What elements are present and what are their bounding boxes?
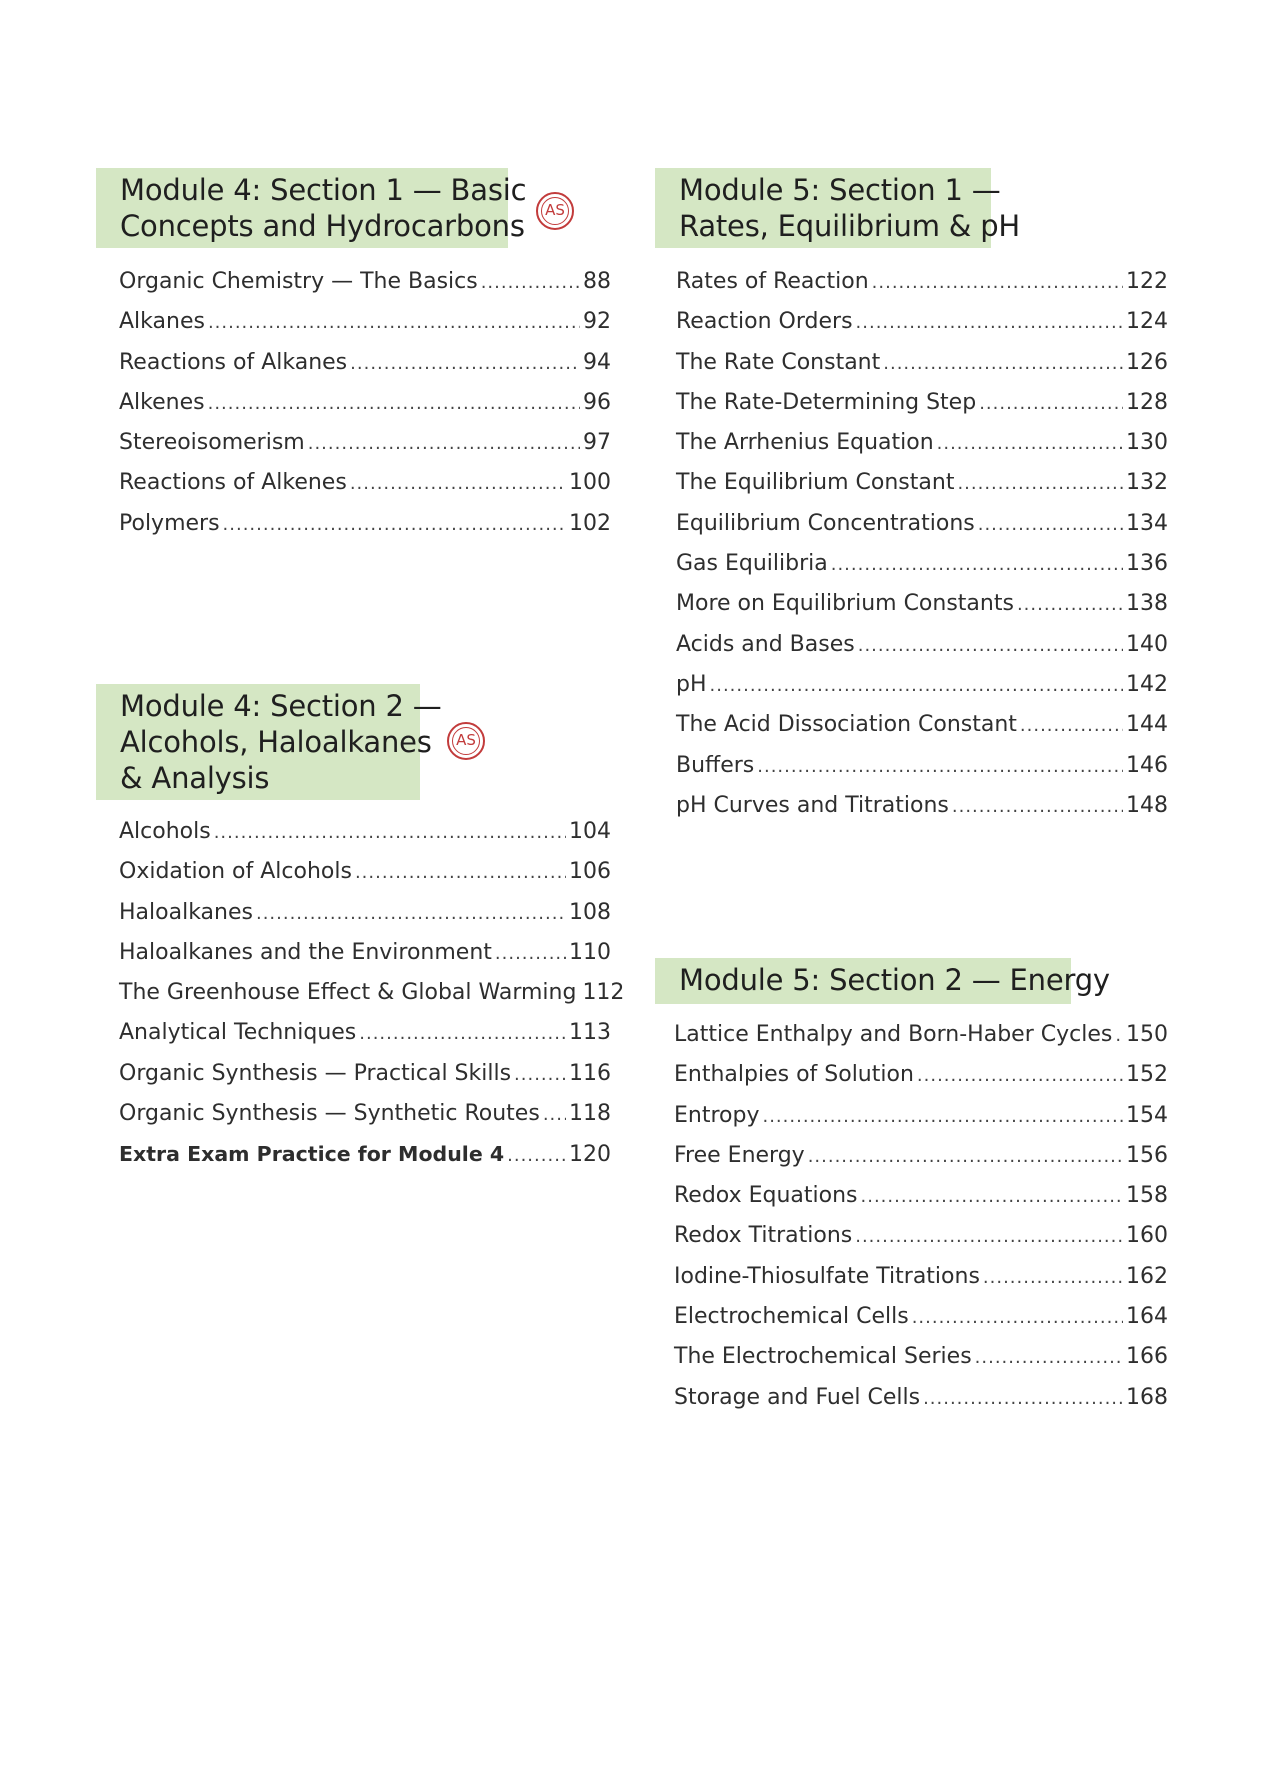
entry-page-number: 102 — [569, 510, 611, 536]
toc-list — [676, 262, 1168, 826]
entry-page-number: 142 — [1126, 671, 1168, 697]
entry-page-number: 168 — [1126, 1384, 1168, 1410]
entry-title: Redox Titrations — [674, 1223, 853, 1249]
entry-page-number: 97 — [583, 430, 611, 456]
dot-leader — [937, 424, 1123, 464]
entry-title: Haloalkanes — [119, 899, 253, 925]
entry-page-number: 136 — [1126, 551, 1168, 577]
dot-leader — [872, 263, 1123, 303]
entry-page-number: 154 — [1126, 1102, 1168, 1128]
entry-page-number: 113 — [569, 1020, 611, 1046]
entry-title: Alcohols — [119, 819, 211, 844]
entry-title: Lattice Enthalpy and Born-Haber Cycles — [674, 1022, 1113, 1047]
dot-leader — [308, 424, 580, 464]
entry-page-number: 138 — [1126, 591, 1168, 617]
entry-title: Buffers — [676, 752, 755, 778]
toc-entry[interactable] — [119, 1094, 611, 1134]
section-heading: Module 5: Section 2 — Energy — [655, 958, 1071, 1004]
toc-entry[interactable] — [119, 973, 625, 1013]
toc-entry[interactable] — [119, 383, 611, 423]
entry-page-number: 128 — [1126, 389, 1168, 415]
entry-page-number: 146 — [1126, 752, 1168, 778]
toc-entry[interactable] — [676, 302, 1168, 342]
entry-title: Iodine-Thiosulfate Titrations — [674, 1263, 980, 1289]
dot-leader — [957, 464, 1123, 504]
dot-leader — [923, 1379, 1123, 1419]
entry-title: Alkanes — [119, 309, 205, 335]
dot-leader — [917, 1056, 1123, 1096]
entry-page-number: 132 — [1126, 470, 1168, 496]
toc-entry[interactable] — [119, 852, 611, 892]
dot-leader — [952, 787, 1123, 827]
dot-leader — [256, 894, 566, 934]
entry-page-number: 162 — [1126, 1263, 1168, 1289]
toc-entry[interactable] — [674, 1015, 1168, 1055]
toc-entry[interactable] — [676, 584, 1168, 624]
toc-entry[interactable] — [119, 463, 611, 503]
entry-page-number: 150 — [1126, 1022, 1168, 1047]
toc-entry[interactable] — [676, 705, 1168, 745]
entry-page-number: 156 — [1126, 1142, 1168, 1168]
entry-title: Entropy — [674, 1102, 760, 1128]
entry-title: Polymers — [119, 510, 220, 536]
toc-entry[interactable] — [676, 746, 1168, 786]
entry-title: The Rate-Determining Step — [676, 389, 977, 415]
entry-title: Electrochemical Cells — [674, 1304, 909, 1330]
toc-entry[interactable] — [119, 812, 611, 852]
toc-entry[interactable] — [119, 343, 611, 383]
dot-leader — [359, 1014, 566, 1054]
toc-entry[interactable] — [676, 544, 1168, 584]
section-heading: Module 5: Section 1 — Rates, Equilibrium & pH — [655, 168, 991, 248]
toc-entry[interactable] — [674, 1378, 1168, 1418]
entry-page-number: 126 — [1126, 349, 1168, 375]
entry-page-number: 122 — [1126, 269, 1168, 294]
entry-title: Organic Synthesis — Synthetic Routes — [119, 1101, 540, 1127]
toc-entry[interactable] — [674, 1337, 1168, 1377]
entry-title: The Equilibrium Constant — [676, 470, 955, 496]
entry-page-number: 92 — [583, 309, 611, 335]
entry-page-number: 152 — [1126, 1062, 1168, 1088]
entry-page-number: 108 — [569, 899, 611, 925]
as-badge-icon: AS — [447, 722, 485, 760]
toc-entry[interactable] — [119, 423, 611, 463]
entry-page-number: 166 — [1126, 1344, 1168, 1370]
entry-title: Stereoisomerism — [119, 430, 305, 456]
toc-entry-extra-practice[interactable] — [119, 1134, 611, 1174]
entry-page-number: 88 — [583, 269, 611, 294]
entry-title: Acids and Bases — [676, 631, 855, 657]
entry-page-number: 140 — [1126, 631, 1168, 657]
toc-entry[interactable] — [676, 262, 1168, 302]
toc-entry[interactable] — [676, 504, 1168, 544]
toc-entry[interactable] — [676, 665, 1168, 705]
toc-entry[interactable] — [674, 1136, 1168, 1176]
toc-entry[interactable] — [676, 383, 1168, 423]
entry-page-number: 120 — [569, 1142, 611, 1168]
dot-leader — [858, 626, 1123, 666]
toc-entry[interactable] — [119, 504, 611, 544]
dot-leader — [983, 1258, 1123, 1298]
entry-title: The Arrhenius Equation — [676, 430, 934, 456]
entry-title: Gas Equilibria — [676, 551, 828, 577]
toc-entry[interactable] — [676, 423, 1168, 463]
toc-entry[interactable] — [674, 1055, 1168, 1095]
entry-page-number: 110 — [569, 939, 611, 965]
dot-leader — [978, 505, 1123, 545]
dot-leader — [808, 1137, 1123, 1177]
dot-leader — [1115, 1016, 1123, 1056]
dot-leader — [855, 1217, 1123, 1257]
dot-leader — [481, 263, 580, 303]
entry-title: More on Equilibrium Constants — [676, 591, 1014, 617]
toc-entry[interactable] — [119, 933, 611, 973]
dot-leader — [355, 853, 566, 893]
toc-list — [119, 262, 611, 544]
entry-title: Alkenes — [119, 389, 205, 415]
toc-list — [674, 1015, 1168, 1418]
toc-entry[interactable] — [119, 1054, 611, 1094]
toc-entry[interactable] — [674, 1176, 1168, 1216]
dot-leader — [762, 1097, 1123, 1137]
entry-title: Free Energy — [674, 1142, 805, 1168]
dot-leader — [757, 747, 1123, 787]
entry-page-number: 116 — [569, 1060, 611, 1086]
dot-leader — [710, 666, 1123, 706]
entry-title: Reactions of Alkenes — [119, 470, 347, 496]
toc-entry[interactable] — [119, 302, 611, 342]
entry-page-number: 96 — [583, 389, 611, 415]
dot-leader — [514, 1055, 566, 1095]
entry-title: Extra Exam Practice for Module 4 — [119, 1142, 505, 1167]
toc-entry[interactable] — [676, 343, 1168, 383]
toc-entry[interactable] — [674, 1297, 1168, 1337]
dot-leader — [912, 1298, 1123, 1338]
dot-leader — [975, 1338, 1123, 1378]
entry-title: Enthalpies of Solution — [674, 1062, 914, 1088]
entry-page-number: 104 — [569, 819, 611, 844]
entry-title: Oxidation of Alcohols — [119, 859, 352, 885]
toc-entry[interactable] — [119, 893, 611, 933]
as-badge-icon: AS — [536, 192, 574, 230]
toc-entry[interactable] — [674, 1096, 1168, 1136]
entry-title: Analytical Techniques — [119, 1020, 357, 1046]
toc-entry[interactable] — [676, 625, 1168, 665]
entry-page-number: 124 — [1126, 309, 1168, 335]
entry-title: Storage and Fuel Cells — [674, 1384, 921, 1410]
dot-leader — [1020, 706, 1123, 746]
toc-list — [119, 812, 625, 1175]
toc-entry[interactable] — [676, 463, 1168, 503]
dot-leader — [861, 1177, 1124, 1217]
entry-title: pH Curves and Titrations — [676, 792, 949, 818]
dot-leader — [350, 344, 580, 384]
entry-page-number: 118 — [569, 1101, 611, 1127]
entry-title: Rates of Reaction — [676, 269, 869, 294]
dot-leader — [495, 934, 566, 974]
entry-page-number: 134 — [1126, 510, 1168, 536]
entry-title: The Electrochemical Series — [674, 1344, 972, 1370]
dot-leader — [507, 1136, 566, 1176]
entry-title: Organic Chemistry — The Basics — [119, 269, 478, 294]
dot-leader — [883, 344, 1123, 384]
entry-page-number: 158 — [1126, 1183, 1168, 1209]
dot-leader — [543, 1095, 566, 1135]
entry-title: Organic Synthesis — Practical Skills — [119, 1060, 512, 1086]
toc-entry[interactable] — [674, 1216, 1168, 1256]
dot-leader — [350, 464, 566, 504]
toc-entry[interactable] — [119, 1013, 611, 1053]
section-heading: Module 4: Section 2 — Alcohols, Haloalkanes & Analysis — [96, 684, 420, 800]
entry-title: pH — [676, 671, 707, 697]
dot-leader — [979, 384, 1123, 424]
entry-page-number: 94 — [583, 349, 611, 375]
entry-page-number: 160 — [1126, 1223, 1168, 1249]
dot-leader — [208, 303, 580, 343]
entry-page-number: 100 — [569, 470, 611, 496]
entry-title: The Greenhouse Effect & Global Warming — [119, 980, 577, 1006]
dot-leader — [223, 505, 566, 545]
toc-entry[interactable] — [119, 262, 611, 302]
entry-page-number: 106 — [569, 859, 611, 885]
entry-page-number: 130 — [1126, 430, 1168, 456]
dot-leader — [1017, 585, 1123, 625]
entry-title: Haloalkanes and the Environment — [119, 939, 492, 965]
toc-entry[interactable] — [676, 786, 1168, 826]
dot-leader — [831, 545, 1123, 585]
entry-title: Equilibrium Concentrations — [676, 510, 975, 536]
dot-leader — [208, 384, 580, 424]
entry-page-number: 148 — [1126, 792, 1168, 818]
entry-title: Reactions of Alkanes — [119, 349, 348, 375]
dot-leader — [214, 813, 566, 853]
entry-title: The Rate Constant — [676, 349, 881, 375]
entry-page-number: 112 — [582, 980, 625, 1006]
toc-entry[interactable] — [674, 1257, 1168, 1297]
entry-title: The Acid Dissociation Constant — [676, 712, 1017, 738]
section-heading: Module 4: Section 1 — Basic Concepts and Hydrocarbons — [96, 168, 508, 248]
entry-title: Redox Equations — [674, 1183, 858, 1209]
entry-page-number: 144 — [1126, 712, 1168, 738]
entry-page-number: 164 — [1126, 1304, 1168, 1330]
dot-leader — [856, 303, 1123, 343]
entry-title: Reaction Orders — [676, 309, 853, 335]
